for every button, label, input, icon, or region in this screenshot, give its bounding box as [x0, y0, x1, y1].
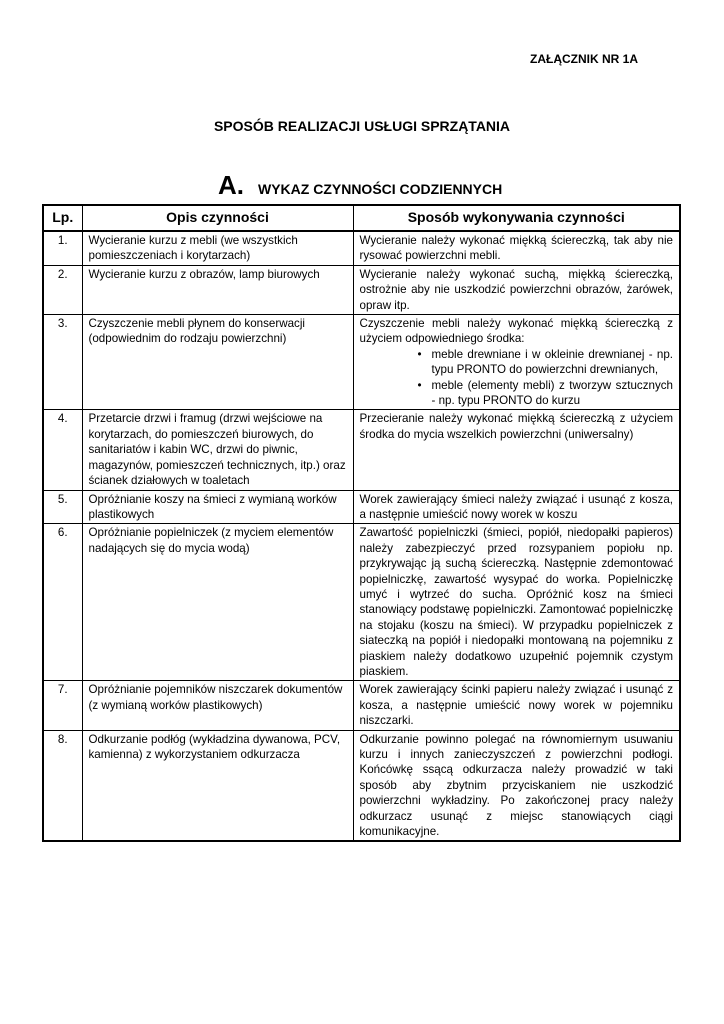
- header-number: Lp.: [43, 205, 82, 231]
- row-activity: Opróżnianie koszy na śmieci z wymianą worków plastikowych: [82, 490, 353, 524]
- row-number: 7.: [43, 681, 82, 730]
- row-activity: Wycieranie kurzu z obrazów, lamp biurowych: [82, 265, 353, 314]
- table-row: [43, 315, 680, 410]
- row-activity: Opróżnianie popielniczek (z myciem elementów nadających się do mycia wodą): [82, 524, 353, 681]
- row-method: Odkurzanie powinno polegać na równomiernym usuwaniu kurzu i innych zanieczyszczeń z powierzchni podłogi. Końcówkę ssącą odkurzacza należy prowadzić w taki sposób aby zbytnim przyciskaniem nie uszkodzić powierzchni wykładziny. Po zakończonej pracy należy odkurzacz usunąć z miejsc stanowiących ciągi komunikacyjne.: [353, 730, 680, 841]
- row-number: 4.: [43, 410, 82, 490]
- row-number: 3.: [43, 315, 82, 410]
- table-row: [43, 730, 680, 841]
- row-number: 1.: [43, 231, 82, 265]
- row-activity: Czyszczenie mebli płynem do konserwacji (odpowiednim do rodzaju powierzchni): [82, 315, 353, 410]
- row-method: Worek zawierający śmieci należy związać i usunąć z kosza, a następnie umieścić nowy worek w koszu: [353, 490, 680, 524]
- table-row: [43, 265, 680, 314]
- row-method: Wycieranie należy wykonać miękką ściereczką, tak aby nie rysować powierzchni mebli.: [353, 231, 680, 265]
- table-row: [43, 410, 680, 490]
- document-title: SPOSÓB REALIZACJI USŁUGI SPRZĄTANIA: [213, 118, 511, 134]
- row-number: 6.: [43, 524, 82, 681]
- method-bullet-list: [360, 347, 674, 409]
- row-method: Czyszczenie mebli należy wykonać miękką ściereczką z użyciem odpowiedniego środka:: [359, 317, 673, 346]
- header-method: Sposób wykonywania czynności: [353, 205, 680, 231]
- row-activity: Wycieranie kurzu z mebli (we wszystkich pomieszczeniach i korytarzach): [82, 231, 353, 265]
- row-activity: Odkurzanie podłóg (wykładzina dywanowa, PCV, kamienna) z wykorzystaniem odkurzacza: [82, 730, 353, 841]
- annex-label: ZAŁĄCZNIK NR 1A: [530, 52, 638, 66]
- method-bullet: • meble (elementy mebli) z tworzyw sztucznych - np. typu PRONTO do kurzu: [418, 378, 674, 409]
- row-activity: Przetarcie drzwi i framug (drzwi wejściowe na korytarzach, do pomieszczeń biurowych, do sanitariatów i kabin WC, drzwi do piwnic, magazynów, pomieszczeń technicznych, itp.) oraz ścianek działowych w toaletach: [82, 410, 353, 490]
- section-heading: [218, 170, 502, 201]
- table-row: [43, 231, 680, 265]
- table-row: [43, 524, 680, 681]
- row-method-cell: [353, 315, 680, 410]
- activities-table: [42, 204, 681, 842]
- table-header-row: [43, 205, 680, 231]
- row-number: 8.: [43, 730, 82, 841]
- row-method: Przecieranie należy wykonać miękką ściereczką z użyciem środka do mycia wszelkich powierzchni (uniwersalny): [353, 410, 680, 490]
- row-activity: Opróżnianie pojemników niszczarek dokumentów (z wymianą worków plastikowych): [82, 681, 353, 730]
- section-title: WYKAZ CZYNNOŚCI CODZIENNYCH: [258, 181, 503, 197]
- row-number: 5.: [43, 490, 82, 524]
- row-method: Worek zawierający ścinki papieru należy związać i usunąć z kosza, a następnie umieścić nowy worek w pojemniku niszczarki.: [353, 681, 680, 730]
- table-row: [43, 490, 680, 524]
- table-row: [43, 681, 680, 730]
- header-activity: Opis czynności: [82, 205, 353, 231]
- method-bullet: • meble drewniane i w okleinie drewnianej - np. typu PRONTO do powierzchni drewnianych,: [418, 347, 674, 378]
- section-letter: A.: [218, 170, 244, 200]
- row-method: Zawartość popielniczki (śmieci, popiół, niedopałki papieros) należy zabezpieczyć przed rozsypaniem popiołu np. przykrywając ją suchą ściereczką. Następnie zdemontować popielniczkę, zawartość wysypać do worka. Popielniczkę umyć i wytrzeć do sucha. Opróżnić kosz na śmieci stanowiący podstawę popielniczki. Zamontować popielniczkę na stojaku (koszu na śmieci). W przypadku popielniczek z siateczką na popiół i niedopałki montowaną na pojemniku z piaskiem należy dodatkowo uzupełnić pojemnik czystym piaskiem.: [353, 524, 680, 681]
- row-number: 2.: [43, 265, 82, 314]
- row-method: Wycieranie należy wykonać suchą, miękką ściereczką, ostrożnie aby nie uszkodzić powierzchni obrazów, żarówek, opraw itp.: [353, 265, 680, 314]
